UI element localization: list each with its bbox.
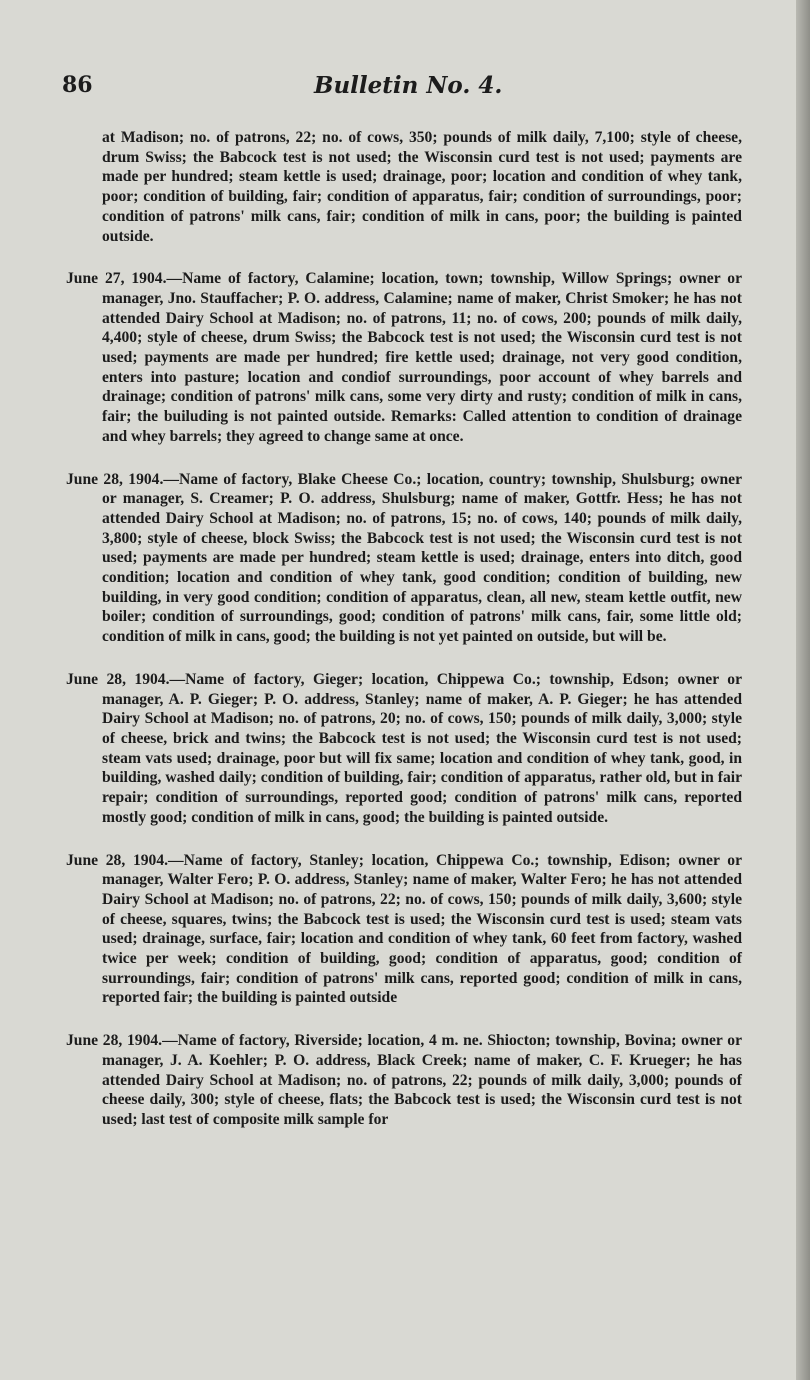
entry-stanley: June 28, 1904.—Name of factory, Stanley; location, Chippewa Co.; township, Edison; owner or manager, Walter Fero; P. O. address, Stanley; name of maker, Walter Fero; he has not attended Dairy School at Madison; no. of patrons, 22; no. of cows, 150; pounds of milk daily, 3,600; style of cheese, squares, twins; the Babcock test is used; the Wisconsin curd test is used; steam vats used; drainage, surface, fair; location and condition of whey tank, 60 feet from factory, washed twice per week; condition of building, good; condition of apparatus, good; condition of surroundings, fair; condition of patrons' milk cans, reported good; condition of milk in cans, reported fair; the building is painted outside — [66, 851, 742, 1007]
entry-riverside: June 28, 1904.—Name of factory, Riverside; location, 4 m. ne. Shiocton; township, Bovina; owner or manager, J. A. Koehler; P. O. address, Black Creek; name of maker, C. F. Krueger; he has attended Dairy School at Madison; no. of patrons, 22; pounds of milk daily, 3,000; pounds of cheese daily, 300; style of cheese, flats; the Babcock test is used; the Wisconsin curd test is not used; last test of composite milk sample for — [66, 1032, 742, 1128]
entry-continuation: at Madison; no. of patrons, 22; no. of cows, 350; pounds of milk daily, 7,100; style of cheese, drum Swiss; the Babcock test is not used; the Wisconsin curd test is not used; payments are made per hundred; steam kettle is used; drainage, poor; location and condition of whey tank, poor; condition of building, fair; condition of apparatus, fair; condition of surroundings, poor; condition of patrons' milk cans, fair; condition of milk in cans, poor; the building is painted outside. — [102, 129, 742, 245]
entry-calamine: June 27, 1904.—Name of factory, Calamine; location, town; township, Willow Springs; owner or manager, Jno. Stauffacher; P. O. address, Calamine; name of maker, Christ Smoker; he has not attended Dairy School at Madison; no. of patrons, 11; no. of cows, 200; pounds of milk daily, 4,400; style of cheese, drum Swiss; the Babcock test is not used; the Wisconsin curd test is not used; payments are made per hundred; fire kettle used; drainage, not very good condition, enters into pasture; location and condiof surroundings, poor account of whey barrels and drainage; condition of patrons' milk cans, some very dirty and rusty; condition of milk in cans, fair; the builuding is not painted outside. Remarks: Called attention to condition of drainage and whey barrels; they agreed to change same at once. — [66, 270, 742, 445]
page-header — [62, 72, 742, 112]
report-body — [66, 128, 742, 1153]
page-number: 86 — [62, 72, 93, 98]
entry-blake-cheese-co: June 28, 1904.—Name of factory, Blake Cheese Co.; location, country; township, Shulsburg; owner or manager, S. Creamer; P. O. address, Shulsburg; name of maker, Gottfr. Hess; he has not attended Dairy School at Madison; no. of patrons, 15; no. of cows, 140; pounds of milk daily, 3,800; style of cheese, block Swiss; the Babcock test is not used; the Wisconsin curd test is not used; payments are made per hundred; steam kettle is used; drainage, enters into ditch, good condition; location and condition of whey tank, good condition; condition of building, new building, in very good condition; condition of apparatus, clean, all new, steam kettle outfit, new boiler; condition of surroundings, good; condition of patrons' milk cans, fair, some little old; condition of milk in cans, good; the building is not yet painted on outside, but will be. — [66, 470, 742, 646]
running-title: Bulletin No. 4. — [314, 72, 503, 99]
entry-gieger: June 28, 1904.—Name of factory, Gieger; location, Chippewa Co.; township, Edson; owner or manager, A. P. Gieger; P. O. address, Stanley; name of maker, A. P. Gieger; he has attended Dairy School at Madison; no. of patrons, 20; no. of cows, 150; pounds of milk daily, 3,000; style of cheese, brick and twins; the Babcock test is not used; the Wisconsin curd test is not used; steam vats used; drainage, poor but will fix same; location and condition of whey tank, good, in building, washed daily; condition of building, fair; condition of apparatus, rather old, but in fair repair; condition of surroundings, reported good; condition of patrons' milk cans, reported mostly good; condition of milk in cans, good; the building is painted outside. — [66, 670, 742, 826]
page-edge-shadow — [796, 0, 810, 1380]
